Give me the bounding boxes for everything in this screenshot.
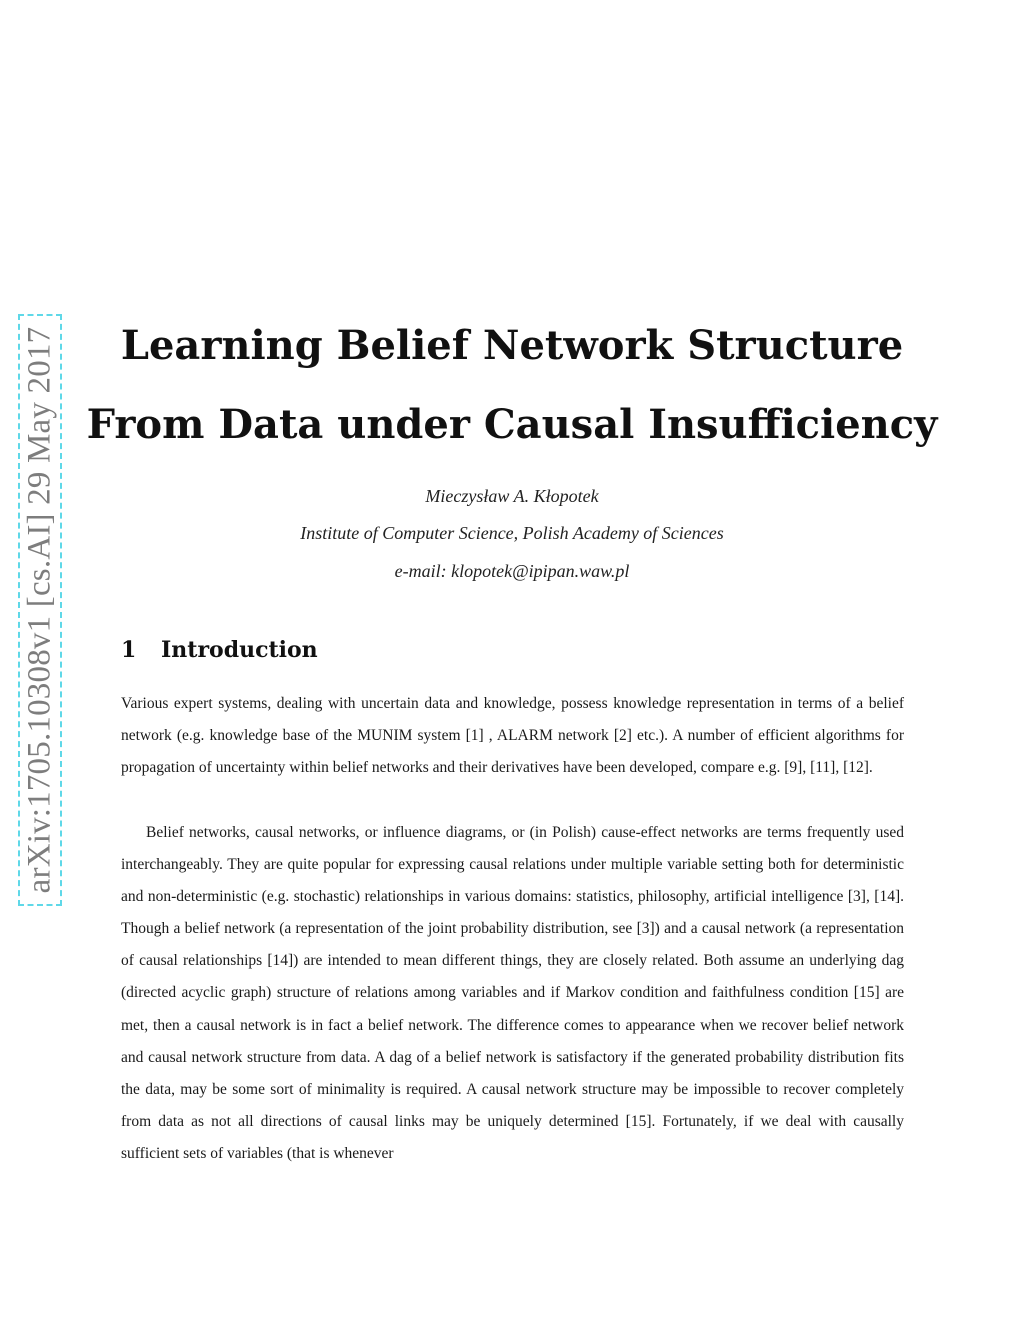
paragraph-1: Various expert systems, dealing with uncertain data and knowledge, possess knowledge representation in terms of a belief network (e.g. knowledge base of the MUNIM system [1] , ALARM network [2] etc.). A number of efficient algorithms for propagation of uncertainty within belief networks and their derivatives have been developed, compare e.g. [9], [11], [12]. — [121, 695, 904, 777]
paper-title-line-1: Learning Belief Network Structure — [120, 322, 904, 369]
author-name: Mieczysław A. Kłopotek — [425, 486, 599, 506]
section-heading — [121, 637, 318, 663]
arxiv-stamp-text: arXiv:1705.10308v1 [cs.AI] 29 May 2017 — [21, 326, 58, 894]
paragraph-2: Belief networks, causal networks, or influence diagrams, or (in Polish) cause-effect networks are terms frequently used interchangeably. They are quite popular for expressing causal relations under multiple variable setting both for deterministic and non-deterministic (e.g. stochastic) relationships in various domains: statistics, philosophy, artificial intelligence [3], [14]. Though a belief network (a representation of the joint probability distribution, see [3]) and a causal network (a representation of causal relationships [14]) are intended to mean different things, they are closely related. Both assume an underlying dag (directed acyclic graph) structure of relations among variables and if Markov condition and faithfulness condition [15] are met, then a causal network is in fact a belief network. The difference comes to appearance when we recover belief network and causal network structure from data. A dag of a belief network is satisfactory if the generated probability distribution fits the data, may be some sort of minimality is required. A causal network structure may be impossible to recover completely from data as not all directions of causal links may be uniquely determined [15]. Fortunately, if we deal with causally sufficient sets of variables (that is whenever — [121, 824, 904, 1162]
author-affiliation: Institute of Computer Science, Polish Academy of Sciences — [300, 523, 724, 543]
author-email: e-mail: klopotek@ipipan.waw.pl — [394, 561, 630, 581]
paper-title-line-2: From Data under Causal Insufficiency — [86, 401, 938, 448]
section-title: Introduction — [161, 637, 318, 663]
section-number: 1 — [121, 637, 137, 663]
